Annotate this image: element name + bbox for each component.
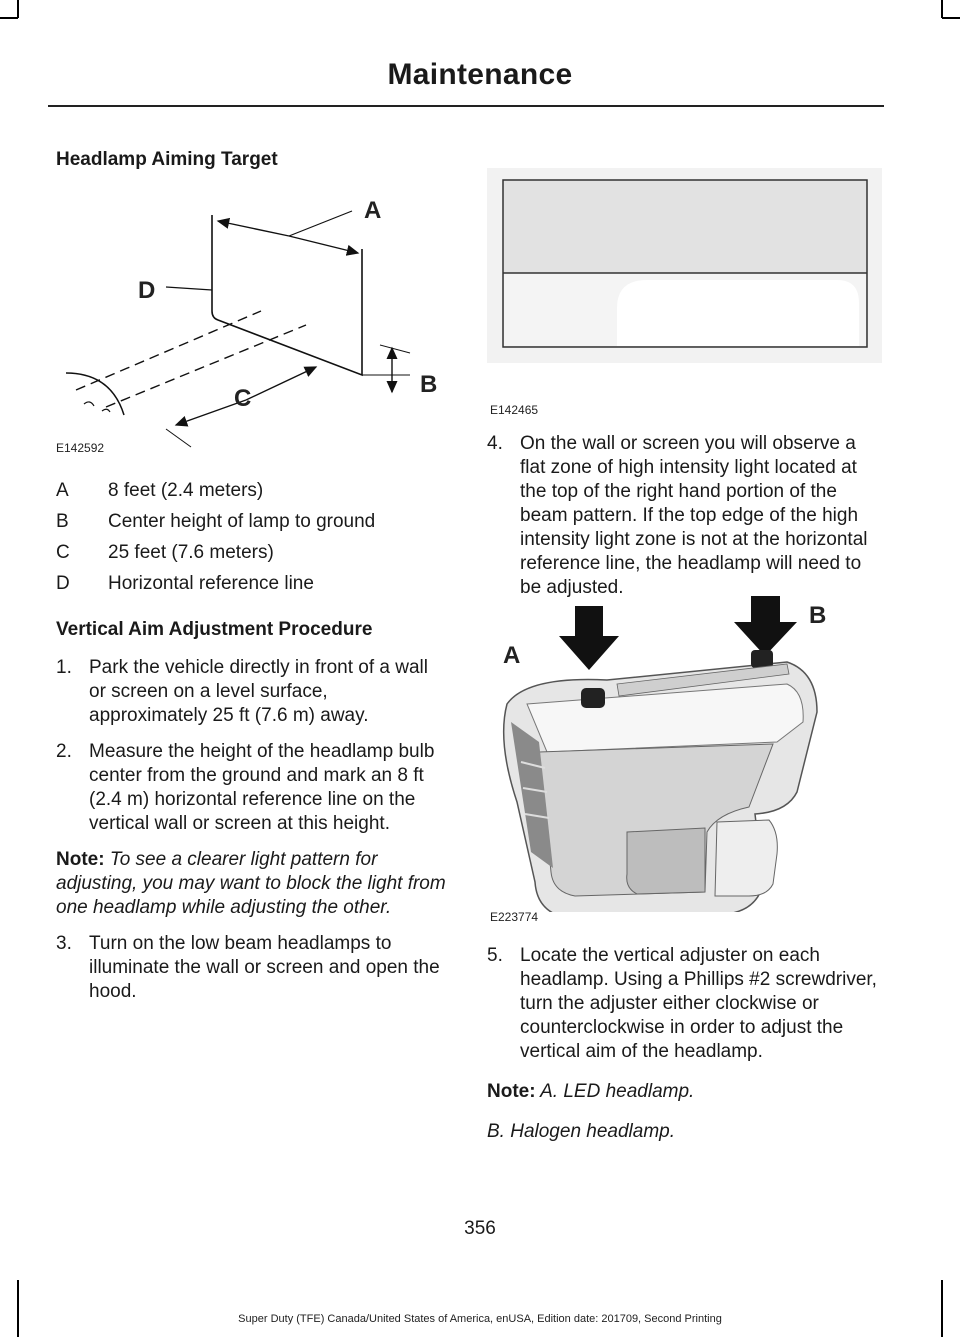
beam-pattern-svg [487,168,882,368]
note-text: A. LED headlamp. [535,1081,695,1102]
step-number: 4. [487,433,503,454]
step-number: 1. [56,657,72,678]
legend-text: Horizontal reference line [108,572,314,594]
procedure-step [487,432,882,600]
legend-key: D [56,572,70,594]
note-text: To see a clearer light pattern for adjusting, you may want to block the light from one headlamp while adjusting the other. [56,849,446,918]
legend-table [56,475,446,599]
legend-key: B [56,510,69,532]
legend-row [56,568,446,599]
aiming-target-svg [56,185,446,460]
figure-id-label: E223774 [490,910,539,924]
step-text: Locate the vertical adjuster on each headlamp. Using a Phillips #2 screwdriver, turn the adjuster either clockwise or counterclockwise in order to adjust the vertical aim of the headlamp. [520,945,877,1062]
diagram-letter-a: A [364,197,382,224]
step-text: On the wall or screen you will observe a flat zone of high intensity light located at the top of the right hand portion of the beam pattern. If the top edge of the high intensity light zone is not at the horizontal reference line, the headlamp will need to be adjusted. [520,433,868,598]
legend-key: C [56,541,70,563]
crop-mark [0,17,18,19]
headlamp-svg [487,592,882,912]
legend-row [56,537,446,568]
legend-text: 8 feet (2.4 meters) [108,479,264,501]
diagram-letter-d: D [138,277,156,304]
note-label: Note: [56,849,105,870]
note-paragraph [487,1080,882,1104]
step-number: 3. [56,933,72,954]
procedure-step [487,944,882,1064]
legend-row [56,475,446,506]
procedure-step [56,740,446,836]
crop-mark [17,1280,19,1337]
step-text: Turn on the low beam headlamps to illuminate the wall or screen and open the hood. [89,933,440,1002]
headlamp-figure [487,592,882,927]
step-text: Park the vehicle directly in front of a wall or screen on a level surface, approximately 25 ft (7.6 m) away. [89,657,428,726]
beam-pattern-figure [487,168,882,418]
diagram-letter-c: C [234,385,252,412]
left-heading-wrap [56,148,446,172]
figure-id-label: E142465 [490,403,539,417]
crop-mark [17,0,19,18]
legend-text: 25 feet (7.6 meters) [108,541,274,563]
figure-id-label: E142592 [56,441,105,455]
header-rule [48,105,884,107]
legend-key: A [56,479,69,501]
crop-mark [941,0,943,18]
step-4-block [487,432,882,612]
crop-mark [942,17,960,19]
procedure-section [56,618,446,1016]
note-continuation: B. Halogen headlamp. [487,1121,676,1142]
page-footer: Super Duty (TFE) Canada/United States of America, enUSA, Edition date: 201709, Second Printing [238,1313,722,1325]
page-title: Maintenance [387,58,573,91]
procedure-step [56,656,446,728]
crop-mark [941,1280,943,1337]
step-text: Measure the height of the headlamp bulb center from the ground and mark an 8 ft (2.4 m) horizontal reference line on the vertical wall or screen at this height. [89,741,435,834]
aiming-target-diagram [56,185,446,460]
note-paragraph [56,848,446,920]
step-5-block [487,944,882,1156]
page-number: 356 [464,1218,496,1239]
step-number: 2. [56,741,72,762]
legend-row [56,506,446,537]
headlamp-letter-a: A [503,642,521,669]
step-number: 5. [487,945,503,966]
section-heading-target: Headlamp Aiming Target [56,149,278,170]
section-heading-procedure: Vertical Aim Adjustment Procedure [56,619,373,640]
procedure-step [56,932,446,1004]
headlamp-letter-b: B [809,602,827,629]
diagram-letter-b: B [420,371,438,398]
legend-text: Center height of lamp to ground [108,510,376,532]
note-label: Note: [487,1081,536,1102]
